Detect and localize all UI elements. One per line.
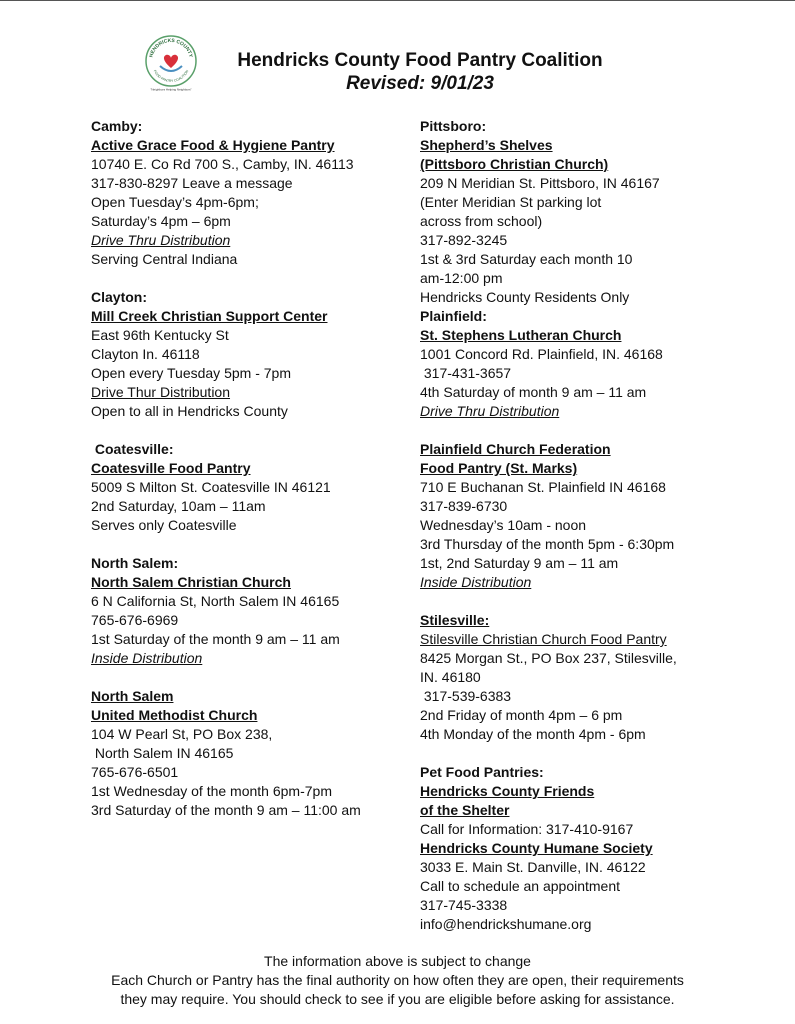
area-heading: Plainfield:: [420, 308, 487, 324]
heart-icon: [164, 55, 178, 68]
pantry-name: Coatesville Food Pantry: [91, 460, 251, 476]
phone: 317-839-6730: [420, 498, 508, 514]
area-heading: Clayton:: [91, 289, 147, 305]
section-pet-food-pantries: [420, 763, 710, 934]
hours: 2nd Friday of month 4pm – 6 pm: [420, 707, 623, 723]
address: 104 W Pearl St, PO Box 238,: [91, 726, 273, 742]
distribution-type: Drive Thur Distribution: [91, 384, 231, 400]
note: (Enter Meridian St parking lot: [420, 194, 602, 210]
section-stilesville: [420, 611, 710, 744]
footer-line: Each Church or Pantry has the final authority on how often they are open, their requirements: [111, 972, 684, 988]
section-camby: [91, 117, 391, 269]
note: across from school): [420, 213, 543, 229]
page-title-block: [200, 49, 640, 95]
hours: Saturday’s 4pm – 6pm: [91, 213, 231, 229]
pantry-name: St. Stephens Lutheran Church: [420, 327, 622, 343]
address: 209 N Meridian St. Pittsboro, IN 46167: [420, 175, 660, 191]
page-title: Hendricks County Food Pantry Coalition: [237, 50, 603, 71]
note: Serving Central Indiana: [91, 251, 238, 267]
right-column: [420, 117, 710, 934]
area-heading: Coatesville:: [91, 441, 174, 457]
pantry-name: Stilesville Christian Church Food Pantry: [420, 631, 667, 647]
area-heading: Stilesville:: [420, 612, 490, 628]
pantry-name: (Pittsboro Christian Church): [420, 156, 609, 172]
phone: 317-539-6383: [420, 688, 512, 704]
hours: 2nd Saturday, 10am – 11am: [91, 498, 266, 514]
top-border-line: [0, 0, 795, 1]
address: Clayton In. 46118: [91, 346, 200, 362]
area-heading: North Salem:: [91, 555, 179, 571]
pantry-name: Food Pantry (St. Marks): [420, 460, 578, 476]
phone: 317-745-3338: [420, 897, 508, 913]
pantry-name: Plainfield Church Federation: [420, 441, 611, 457]
hours: 1st, 2nd Saturday 9 am – 11 am: [420, 555, 619, 571]
distribution-type: Drive Thru Distribution: [420, 403, 560, 419]
section-clayton: [91, 288, 391, 421]
hours: 1st Saturday of the month 9 am – 11 am: [91, 631, 340, 647]
footer-line: The information above is subject to change: [264, 953, 531, 969]
phone: 317-892-3245: [420, 232, 508, 248]
address: East 96th Kentucky St: [91, 327, 229, 343]
section-plainfield: [420, 307, 710, 421]
section-coatesville: [91, 440, 391, 535]
address: 8425 Morgan St., PO Box 237, Stilesville,: [420, 650, 677, 666]
hours: Open Tuesday’s 4pm-6pm;: [91, 194, 259, 210]
section-plainfield-federation: [420, 440, 710, 592]
phone: 765-676-6969: [91, 612, 179, 628]
pantry-name: Hendricks County Humane Society: [420, 840, 653, 856]
address: IN. 46180: [420, 669, 481, 685]
address: 6 N California St, North Salem IN 46165: [91, 593, 340, 609]
note: Call to schedule an appointment: [420, 878, 621, 894]
revised-date: Revised: 9/01/23: [346, 73, 494, 94]
address: 1001 Concord Rd. Plainfield, IN. 46168: [420, 346, 663, 362]
pantry-name: of the Shelter: [420, 802, 510, 818]
coalition-logo: [140, 30, 202, 92]
pantry-name: Mill Creek Christian Support Center: [91, 308, 328, 324]
address: North Salem IN 46165: [91, 745, 234, 761]
distribution-type: Inside Distribution: [420, 574, 532, 590]
hours: Wednesday’s 10am - noon: [420, 517, 587, 533]
address: 5009 S Milton St. Coatesville IN 46121: [91, 479, 331, 495]
pantry-name: North Salem Christian Church: [91, 574, 291, 590]
address: 10740 E. Co Rd 700 S., Camby, IN. 46113: [91, 156, 354, 172]
note: Hendricks County Residents Only: [420, 289, 630, 305]
hours: am-12:00 pm: [420, 270, 503, 286]
hours: 4th Monday of the month 4pm - 6pm: [420, 726, 646, 742]
section-north-salem-christian: [91, 554, 391, 668]
pantry-name: Shepherd’s Shelves: [420, 137, 553, 153]
logo-tagline: "Neighbors Helping Neighbors": [150, 87, 192, 92]
pantry-name: United Methodist Church: [91, 707, 258, 723]
area-heading: Camby:: [91, 118, 143, 134]
email: info@hendrickshumane.org: [420, 916, 592, 932]
section-pittsboro: [420, 117, 710, 307]
footer-line: they may require. You should check to see if you are eligible before asking for assistance.: [120, 991, 675, 1007]
footer-disclaimer: [60, 952, 735, 1009]
phone: Call for Information: 317-410-9167: [420, 821, 634, 837]
area-heading: Pittsboro:: [420, 118, 487, 134]
pantry-name: Active Grace Food & Hygiene Pantry: [91, 137, 335, 153]
phone: 317-830-8297 Leave a message: [91, 175, 293, 191]
hours: Open every Tuesday 5pm - 7pm: [91, 365, 291, 381]
phone: 317-431-3657: [420, 365, 512, 381]
phone: 765-676-6501: [91, 764, 179, 780]
distribution-type: Inside Distribution: [91, 650, 203, 666]
hours: 3rd Saturday of the month 9 am – 11:00 am: [91, 802, 361, 818]
pantry-name: Hendricks County Friends: [420, 783, 595, 799]
note: Serves only Coatesville: [91, 517, 237, 533]
hours: 3rd Thursday of the month 5pm - 6:30pm: [420, 536, 675, 552]
hours: 1st & 3rd Saturday each month 10: [420, 251, 633, 267]
distribution-type: Drive Thru Distribution: [91, 232, 231, 248]
area-heading: Pet Food Pantries:: [420, 764, 544, 780]
section-north-salem-methodist: [91, 687, 391, 820]
pantry-name: North Salem: [91, 688, 174, 704]
hours: 1st Wednesday of the month 6pm-7pm: [91, 783, 332, 799]
logo-bottom-text: FOOD PANTRY COALITION: [152, 69, 190, 84]
address: 710 E Buchanan St. Plainfield IN 46168: [420, 479, 666, 495]
logo-arc-text: HENDRICKS COUNTY: [148, 37, 194, 59]
left-column: [91, 117, 391, 820]
note: Open to all in Hendricks County: [91, 403, 288, 419]
address: 3033 E. Main St. Danville, IN. 46122: [420, 859, 646, 875]
hours: 4th Saturday of month 9 am – 11 am: [420, 384, 647, 400]
